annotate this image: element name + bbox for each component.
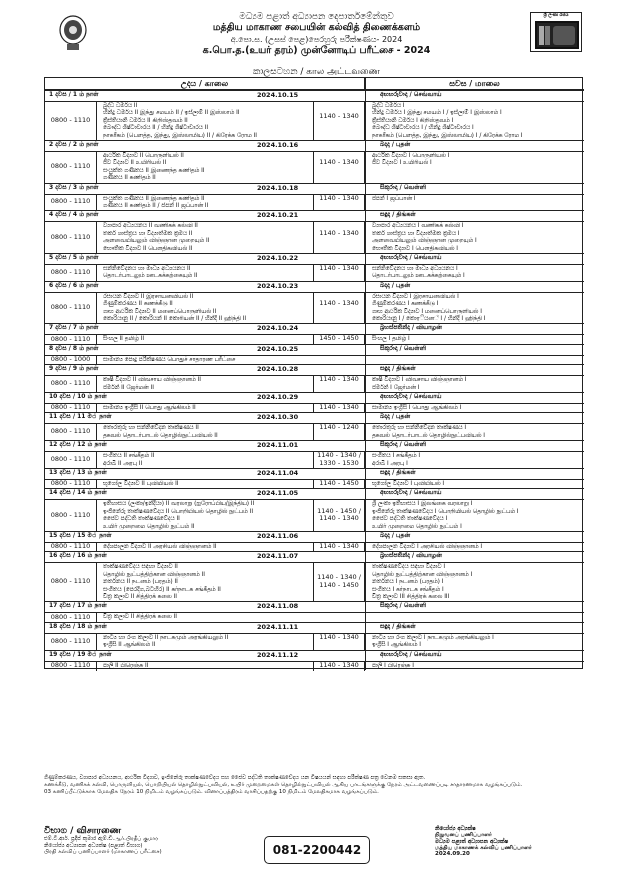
day-weekday: බදාදා / புதன் (380, 413, 411, 421)
row-divider (365, 612, 584, 613)
row-divider (365, 403, 584, 404)
morning-subject: බෞද්ධ ශිෂ්ටාචාරය II / හින්දු ශිෂ්ටාචාරය II (103, 125, 209, 132)
afternoon-subject: භූගෝල විද්‍යාව I புவியியல் I (372, 481, 445, 487)
morning-time: 0800 - 1110 (45, 499, 97, 532)
morning-time: 0800 - 1110 (45, 612, 97, 622)
day-row (45, 601, 584, 621)
day-row (45, 440, 584, 468)
morning-subject: හින්දු ධර්මය II இந்து சமயம் II / ඉස්ලාම් II இஸ்லாம் II (103, 110, 240, 117)
morning-time: 0800 - 1110 (45, 292, 97, 325)
morning-time: 0800 - 1110 (45, 479, 97, 489)
afternoon-subject: ක්‍රිස්තියානි ධර්මය I கிறிஸ்தவம் I (372, 117, 454, 124)
note-3: 03 கணிப்பீட்டுக்காக மேலதிக நேரம் 10 நிமிடம் வழங்கப்படும். வினாப்பத்திரம் வாசிப்பதற்கு 10 நிமிடம் மேலதிகமாக வழங்கப்படும். (44, 789, 379, 796)
morning-time: 0800 - 1110 (45, 334, 97, 344)
header-line-3: අ.පො.ස. (උසස් පෙළ)පෙරහුරු පරීක්ෂණය- 2024 (230, 35, 403, 44)
morning-subject: තර්ක ශාස්ත්‍රය හා විද්‍යාත්මක ක්‍රමය II (103, 230, 193, 237)
morning-column-header: උදය / காலை (45, 78, 365, 90)
afternoon-time: 1140 - 1340 (313, 151, 365, 184)
morning-subject: සාමාන්‍ය පොදු පරීක්ෂණය பொதுச் சாதாரண பரீட்சை (103, 356, 236, 363)
day-label: 11 දවස / 11 ම் நாள் (49, 413, 112, 421)
row-divider (365, 661, 584, 662)
day-date: 2024.11.12 (257, 650, 299, 659)
afternoon-subject: පාලි I பிரெஞ்சு I (372, 662, 415, 669)
day-row (45, 90, 584, 140)
afternoon-column-header: සවස / மாலை (365, 78, 584, 90)
morning-time: 0800 - 1110 (45, 375, 97, 393)
morning-time: 0800 - 1110 (45, 194, 97, 212)
afternoon-time: 1140 - 1340 / 1330 - 1530 (313, 451, 365, 469)
day-label: 7 දවස / 7 ம் நாள் (49, 324, 99, 332)
morning-subject: තාක්ෂණවේදය සඳහා විද්‍යාව II (103, 564, 178, 571)
examiner-block (44, 826, 244, 855)
day-weekday: අඟහරුවාදා / செவ்வாய் (380, 650, 442, 658)
morning-subject: කෘෂි විද්‍යාව II விவசாய விஞ்ஞானம் II (103, 377, 202, 384)
note-1: ගිණුම්කරණය, ව්‍යාපාර අධ්‍යයනය, ආර්ථික විද්‍යාව, ඉංජිනේරු තාක්ෂණවේදය සහ ජෛව පද්ධති තාක්ෂණවේදය යන විෂයයන් සඳහා පරීක්ෂණ පත්‍ර වෙනම සකසා ඇත. (44, 775, 426, 781)
morning-subject: සාමාන්‍ය ඉංග්‍රීසි II பொது ஆங்கிலம் II (103, 405, 196, 411)
afternoon-subject: සංගීතය I சங்கீதம் I (372, 453, 421, 460)
director-line-1: නියෝජ්‍ය අධ්‍යක්ෂ (435, 826, 476, 832)
afternoon-subject: සන්නිවේදනය හා මාධ්‍ය අධ්‍යයනය I (372, 266, 458, 272)
afternoon-subject: චිත්‍ර කලාව III சித்திரக் கலை III (372, 593, 450, 600)
afternoon-subject: ඉංජිනේරු තාක්ෂණවේදය I பொறியியல் தொழில் நுட்பம் I (372, 508, 519, 515)
day-row (45, 210, 584, 253)
day-date: 2024.11.04 (257, 469, 299, 477)
afternoon-subject: භෞතික විද්‍යාව I பௌதிகவியல் I (372, 245, 458, 252)
afternoon-time: 1140 - 1450 (313, 479, 365, 489)
afternoon-subject: කෘෂි විද්‍යාව I விவசாய விஞ்ஞானம் I (372, 377, 467, 384)
emblem-icon (58, 14, 88, 52)
day-date: 2024.10.25 (257, 344, 299, 353)
morning-subject: ජීව විද්‍යාව II உயிரியல் II (103, 160, 167, 167)
director-date: 2024.09.20 (435, 851, 470, 858)
morning-subject: தகவல் தொடர்பாடல் தொழில்நுட்பவியல் II (103, 432, 218, 439)
day-date: 2024.11.08 (257, 602, 299, 611)
morning-time: 0800 - 1110 (45, 542, 97, 552)
afternoon-subject: සිංහල I தமிழ் I (372, 336, 410, 343)
afternoon-time: 1140 - 1340 (313, 542, 365, 552)
morning-subject: බුද්ධ ධර්මය II (103, 103, 138, 109)
flag-logo (530, 12, 582, 52)
afternoon-subject: කොරියානු I / කොரියன් I / හින්දි I ஹிந்தி I (372, 315, 486, 322)
day-weekday: බදාදා / புதன் (380, 281, 411, 289)
afternoon-subject: ව්‍යාපාර අධ්‍යයනය I வணிகக் கல்வி I (372, 223, 464, 230)
header-line-5: කාලසටහන / கால அட்டவணை (253, 67, 380, 77)
day-date: 2024.10.30 (257, 413, 299, 422)
day-weekday: අඟහරුවාදා / செவ்வாய் (380, 254, 442, 261)
header-line-4: க.பொ.த.(உயர் தரம்) முன்னோடிப் பரீட்சை - 2024 (202, 45, 431, 56)
day-row (45, 344, 584, 364)
afternoon-time: 1140 - 1340 (313, 292, 365, 325)
day-label: 18 දවස / 18 ம் நாள் (49, 622, 107, 630)
morning-subject: ආර්ථික විද්‍යාව II பொருளியல் II (103, 153, 184, 159)
day-weekday: බදාදා / புதன் (380, 532, 411, 539)
day-weekday: බ්‍රහස්පතින්දා / வியாழன் (380, 552, 442, 560)
afternoon-subject: දේශපාලන විද්‍යාව I அரசியல் விஞ்ஞானம் I (372, 544, 483, 550)
morning-subject: තොරතුරු හා සන්නිවේදන තාක්ෂණය II (103, 425, 199, 432)
morning-subject: සංගීතය (පෙරදිග,බටහිර) II கர்நாடக சங்கீதம் II (103, 586, 221, 593)
day-label: 14 දවස / 14 ம் நாள் (49, 489, 107, 497)
afternoon-subject: බෞද්ධ ශිෂ්ටාචාරය I / හින්දු ශිෂ්ටාචාරය I (372, 125, 474, 132)
morning-subject: සන්නිවේදනය හා මාධ්‍ය අධ්‍යයනය II (103, 266, 191, 272)
afternoon-time: 1140 - 1340 (313, 375, 365, 393)
afternoon-subject: ආර්ථික විද්‍යාව I பொருளியல் I (372, 153, 450, 159)
day-label: 12 දවස / 12 ம் நாள் (49, 441, 107, 449)
afternoon-subject: ඉංග්‍රීසි I ஆங்கிலம் I (372, 642, 421, 649)
day-weekday: අඟහරුවාදා / செவ்வாய் (380, 489, 442, 497)
morning-time: 0800 - 1000 (45, 355, 97, 365)
afternoon-subject: සංගීතය I கர்நாடக சங்கீதம் I (372, 586, 444, 593)
afternoon-subject: உயிர் முறைமை தொழில் நுட்பம் I (372, 523, 462, 530)
morning-subject: ගණිතය II கணிதம் II / ජපන් II ஜப்பான் II (103, 202, 209, 209)
examiner-line-3: பிரதி கல்விப் பணிப்பாளர் (மாகாணப் பரீட்சை) (44, 848, 162, 855)
morning-subject: தொடர்பாடலும் ஊடகக்கற்கையும் II (103, 273, 198, 280)
afternoon-subject: තර්ක ශාස්ත්‍රය හා විද්‍යාත්මක ක්‍රමය I (372, 230, 460, 237)
afternoon-time: 1140 - 1340 (313, 221, 365, 254)
day-label: 4 දවස / 4 ம் நாள் (49, 211, 99, 219)
day-date: 2024.10.28 (257, 365, 299, 374)
morning-time: 0800 - 1110 (45, 101, 97, 141)
afternoon-subject: நாகரீகம் (பௌத்த, இந்து, இஸ்லாமிய) I / கிரேக்க ரோம I (372, 132, 523, 139)
afternoon-time: 1140 - 1240 (313, 423, 365, 441)
afternoon-subject: ජර්මන් I ஜேர்மன் I (372, 384, 420, 391)
day-weekday: බදාදා / புதன் (380, 141, 411, 148)
morning-subject: உயிர் முறைமை தொழில் நுட்பம் II (103, 523, 195, 530)
morning-subject: அளவையியலும் விஞ்ஞான முறையும் II (103, 238, 210, 245)
director-line-2: நிறுவனப் பணிப்பாளர் (435, 832, 492, 839)
morning-subject: සංයුක්ත ගණිතය II இணைந்த கணிதம் II (103, 167, 205, 174)
day-date: 2024.10.18 (257, 183, 299, 192)
examiner-line-1: එම්.ටී.ආර්. ප්‍රදීප් කුමාර ඇම්.ඩී.ஆர்.பிரதீப் குமார (44, 836, 159, 843)
day-row (45, 253, 584, 281)
day-label: 19 දවස / 19 ම் நாள் (49, 650, 112, 658)
morning-subject: நாகரீகம் (பௌத்த, இந்து, இஸ்லாமிய) II / கிரேக்க ரோம II (103, 132, 258, 139)
morning-subject: චිත්‍ර කලාව II சித்திரக் கலை II (103, 614, 177, 621)
afternoon-time: 1140 - 1340 (313, 403, 365, 413)
timetable (44, 77, 583, 669)
day-weekday: සිකුරාදා / வெள்ளி (380, 441, 427, 449)
note-2: கணக்கீடு, வணிகக் கல்வி, பொருளியல், பொறியியல் தொழில்நுட்பவியல், உயிர் முறைமைகள் தொழில்நுட்பவியல் ஆகிய பாடங்களுக்கு நேரம் அட்டவணைப்படி சாதாரணமாக வழங்கப்படும். (44, 782, 523, 789)
day-date: 2024.10.24 (257, 324, 299, 333)
day-date: 2024.11.07 (257, 552, 299, 561)
morning-subject: தொழில் நுட்பத்திற்கான விஞ்ஞானம் II (103, 571, 205, 578)
day-weekday: අඟහරුවාදා / செவ்வாய் (380, 393, 442, 400)
morning-subject: රසායන විද්‍යාව II இரசாயனவியல் II (103, 293, 194, 300)
day-weekday: සඳුදා / திங்கள் (380, 365, 416, 373)
day-label: 8 දවස / 8 ம் நாள் (49, 344, 99, 352)
afternoon-subject: හින්දු ධර්මය I இந்து சமயம் I / ඉස්ලාම් I இஸ்லாம் I (372, 110, 502, 117)
day-row (45, 140, 584, 183)
afternoon-time: 1140 - 1340 (313, 101, 365, 141)
phone-number: 081-2200442 (264, 836, 370, 864)
afternoon-subject: ජෛව පද්ධති තාක්ෂණවේදය I (372, 516, 448, 523)
morning-time: 0800 - 1110 (45, 661, 97, 671)
day-label: 1 දවස / 1 ம் நாள் (49, 91, 99, 98)
day-date: 2024.10.29 (257, 393, 299, 401)
flag-icon (535, 21, 579, 49)
day-label: 13 දවස / 13 ம் நாள் (49, 469, 107, 476)
afternoon-time: 1140 - 1340 (313, 194, 365, 212)
day-date: 2024.10.15 (257, 91, 299, 99)
day-weekday: සිකුරාදා / வெள்ளி (380, 183, 427, 191)
afternoon-subject: නාට්‍ය හා රංග කලාව I நாடகமும் அரங்கியலும் I (372, 634, 494, 641)
day-label: 3 දවස / 3 ம் நாள் (49, 183, 99, 191)
morning-subject: ගෘහ ආර්ථික විද්‍යාව II மனைப்பொருளியல் II (103, 308, 217, 315)
afternoon-time: 1140 - 1340 (313, 264, 365, 282)
morning-subject: චිත්‍ර කලාව II சித்திரக் கலை II (103, 593, 177, 600)
header-line-2: மத்திய மாகாண சபையின் கல்வித் திணைக்களம் (212, 22, 421, 33)
day-row (45, 281, 584, 324)
morning-subject: ඉතිහාසය (ලංකා/ඉන්දියා) II வரலாறு (ஐரோப்பிய/இந்திய) II (103, 501, 255, 508)
morning-subject: ඉංග්‍රීසි II ஆங்கிலம் II (103, 642, 156, 649)
afternoon-time: 1140 - 1340 (313, 661, 365, 671)
day-label: 2 දවස / 2 ம் நாள் (49, 141, 99, 148)
row-divider (365, 151, 584, 152)
morning-time: 0800 - 1110 (45, 403, 97, 413)
afternoon-subject: ශ්‍රී ලංකා ඉතිහාසය I இலங்கை வரலாறு I (372, 501, 473, 508)
row-divider (365, 633, 584, 634)
morning-subject: ක්‍රිස්තියානි ධර්මය II கிறிஸ்தவம் II (103, 117, 188, 124)
row-divider (365, 292, 584, 293)
day-label: 15 දවස / 15 ම் நாள் (49, 532, 112, 539)
afternoon-subject: அளவையியலும் விஞ்ஞான முறையும் I (372, 238, 477, 245)
afternoon-subject: ජපන් I ஜப்பான் I (372, 195, 416, 202)
afternoon-subject: සාමාන්‍ය ඉංග්‍රීසි I பொது ஆங்கிலம் I (372, 405, 462, 411)
day-row (45, 488, 584, 531)
director-block (435, 826, 585, 858)
row-divider (365, 101, 584, 102)
afternoon-subject: රසායන විද්‍යාව I இரசாயனவியல் I (372, 293, 459, 300)
day-row (45, 392, 584, 412)
day-weekday: අඟහරුවාදා / செவ்வாய் (380, 91, 442, 98)
morning-subject: අරාබි II அரபு II (103, 460, 143, 467)
morning-time: 0800 - 1110 (45, 423, 97, 441)
morning-subject: ගණිතය II கணிதம் II (103, 175, 156, 182)
day-date: 2024.10.22 (257, 254, 299, 262)
day-label: 16 දවස / 16 ம் நாள் (49, 552, 107, 560)
day-label: 17 දවස / 17 ம் நாள் (49, 602, 107, 610)
row-divider (365, 542, 584, 543)
afternoon-subject: தகவல் தொடர்பாடல் தொழில்நுட்பவியல் I (372, 432, 485, 439)
morning-subject: දේශපාලන විද්‍යාව II அரசியல் விஞ்ஞானம் II (103, 544, 217, 550)
day-date: 2024.10.21 (257, 211, 299, 220)
day-row (45, 650, 584, 670)
morning-subject: ව්‍යාපාර අධ්‍යයනය II வணிகக் கல்வி II (103, 223, 198, 230)
morning-time: 0800 - 1110 (45, 264, 97, 282)
afternoon-subject: නර්තනය I நடனம் (பரதம்) I (372, 579, 444, 586)
row-divider (365, 194, 584, 195)
examiner-title: විභාග / விசாரணை (44, 826, 122, 836)
director-line-4: மத்திய மாகாணக் கல்விப் பணிப்பாளர் (435, 844, 532, 851)
morning-subject: භෞතික විද්‍යාව II பௌதிகவியல் II (103, 245, 193, 252)
morning-subject: ඉංජිනේරු තාක්ෂණවේදය II பொறியியல் தொழில் நுட்பம் II (103, 508, 254, 515)
morning-subject: නාට්‍ය හා රංග කලාව II நாடகமும் அரங்கியலும் II (103, 634, 229, 641)
page-header (0, 0, 633, 84)
morning-subject: සංයුක්ත ගණිතය II இணைந்த கணிதம் II (103, 195, 205, 202)
afternoon-time: 1140 - 1340 / 1140 - 1450 (313, 562, 365, 602)
afternoon-time: 1140 - 1340 (313, 633, 365, 651)
morning-subject: ජර්මන් II ஜேர்மன் II (103, 384, 154, 391)
day-weekday: සඳුදා / திங்கள் (380, 622, 416, 630)
afternoon-subject: ගෘහ ආර්ථික විද්‍යාව I மனைப்பொருளியல் I (372, 308, 482, 315)
day-weekday: බ්‍රහස්පතින්දා / வியாழன் (380, 324, 442, 332)
day-row (45, 323, 584, 343)
morning-subject: කොරියානු II / කොරියන් II කොரியன் II / හින්දි II ஹிந்தி II (103, 315, 247, 322)
header-line-1: මධ්‍යම පළාත් අධ්‍යාපන දෙපාර්තමේන්තුව (239, 12, 394, 22)
afternoon-subject: තාක්ෂණවේදය සඳහා විද්‍යාව I (372, 564, 446, 571)
day-date: 2024.11.01 (257, 441, 299, 450)
morning-time: 0800 - 1110 (45, 151, 97, 184)
row-divider (365, 355, 584, 356)
day-row (45, 531, 584, 551)
morning-subject: සංගීතය II சங்கீதம் II (103, 453, 155, 460)
morning-subject: ගිණුම්කරණය II கணக்கீடு II (103, 301, 173, 308)
day-date: 2024.11.11 (257, 622, 299, 631)
afternoon-time: 1140 - 1450 / 1140 - 1340 (313, 499, 365, 532)
day-row (45, 622, 584, 650)
notes (44, 775, 583, 796)
day-label: 5 දවස / 5 ம் நாள் (49, 254, 99, 261)
day-date: 2024.11.05 (257, 489, 299, 498)
morning-subject: භූගෝල විද්‍යාව II புவியியல் II (103, 481, 179, 487)
day-date: 2024.10.23 (257, 281, 299, 290)
morning-time: 0800 - 1110 (45, 451, 97, 469)
afternoon-subject: බුද්ධ ධර්මය I (372, 103, 405, 109)
day-date: 2024.10.16 (257, 141, 299, 149)
day-label: 9 දවස / 9 ம் நாள் (49, 365, 99, 373)
day-label: 6 දවස / 6 ம் நாள் (49, 281, 99, 289)
row-divider (365, 479, 584, 480)
afternoon-subject: ගිණුම්කරණය I கணக்கீடு I (372, 301, 439, 308)
morning-subject: පාලි II பிரெஞ்சு II (103, 662, 149, 669)
row-divider (365, 264, 584, 265)
day-weekday: සිකුරාදා / வெள்ளி (380, 602, 427, 610)
day-row (45, 183, 584, 211)
morning-subject: ජෛව පද්ධති තාක්ෂණවේදය II (103, 516, 180, 523)
day-weekday: සඳුදා / திங்கள் (380, 469, 416, 476)
day-weekday: සඳුදා / திங்கள் (380, 211, 416, 219)
morning-time: 0800 - 1110 (45, 562, 97, 602)
examiner-line-2: නියෝජ්‍ය අධ්‍යාපන අධ්‍යක්ෂ (පළාත් විභාග) (44, 842, 143, 849)
afternoon-subject: අරාබි I அரபு I (372, 460, 408, 467)
day-row (45, 468, 584, 488)
day-row (45, 551, 584, 601)
day-weekday: සිකුරාදා / வெள்ளி (380, 344, 427, 352)
director-line-3: මධ්‍යම පළාත් අධ්‍යාපන අධ්‍යක්ෂ (435, 838, 509, 845)
column-divider (365, 78, 366, 670)
day-date: 2024.11.06 (257, 532, 299, 540)
morning-subject: සිංහල II தமிழ் II (103, 336, 145, 343)
afternoon-subject: තොරතුරු හා සන්නිවේදන තාක්ෂණය I (372, 425, 467, 432)
day-row (45, 412, 584, 440)
morning-subject: නර්තනය II நடனம் (பரதம்) II (103, 579, 178, 586)
day-label: 10 දවස / 10 ம் நாள் (49, 393, 107, 400)
afternoon-subject: தொடர்பாடலும் ஊடகக்கற்கையும் I (372, 273, 465, 280)
flag-label: ශ්‍රී ලංකා රජය (543, 13, 569, 18)
afternoon-subject: ජීව විද්‍යාව I உயிரியல் I (372, 160, 432, 167)
day-row (45, 364, 584, 392)
morning-time: 0800 - 1110 (45, 221, 97, 254)
morning-time: 0800 - 1110 (45, 633, 97, 651)
afternoon-subject: தொழில் நுட்பத்திற்கான விஞ்ஞானம் I (372, 571, 473, 578)
afternoon-time: 1450 - 1450 (313, 334, 365, 344)
